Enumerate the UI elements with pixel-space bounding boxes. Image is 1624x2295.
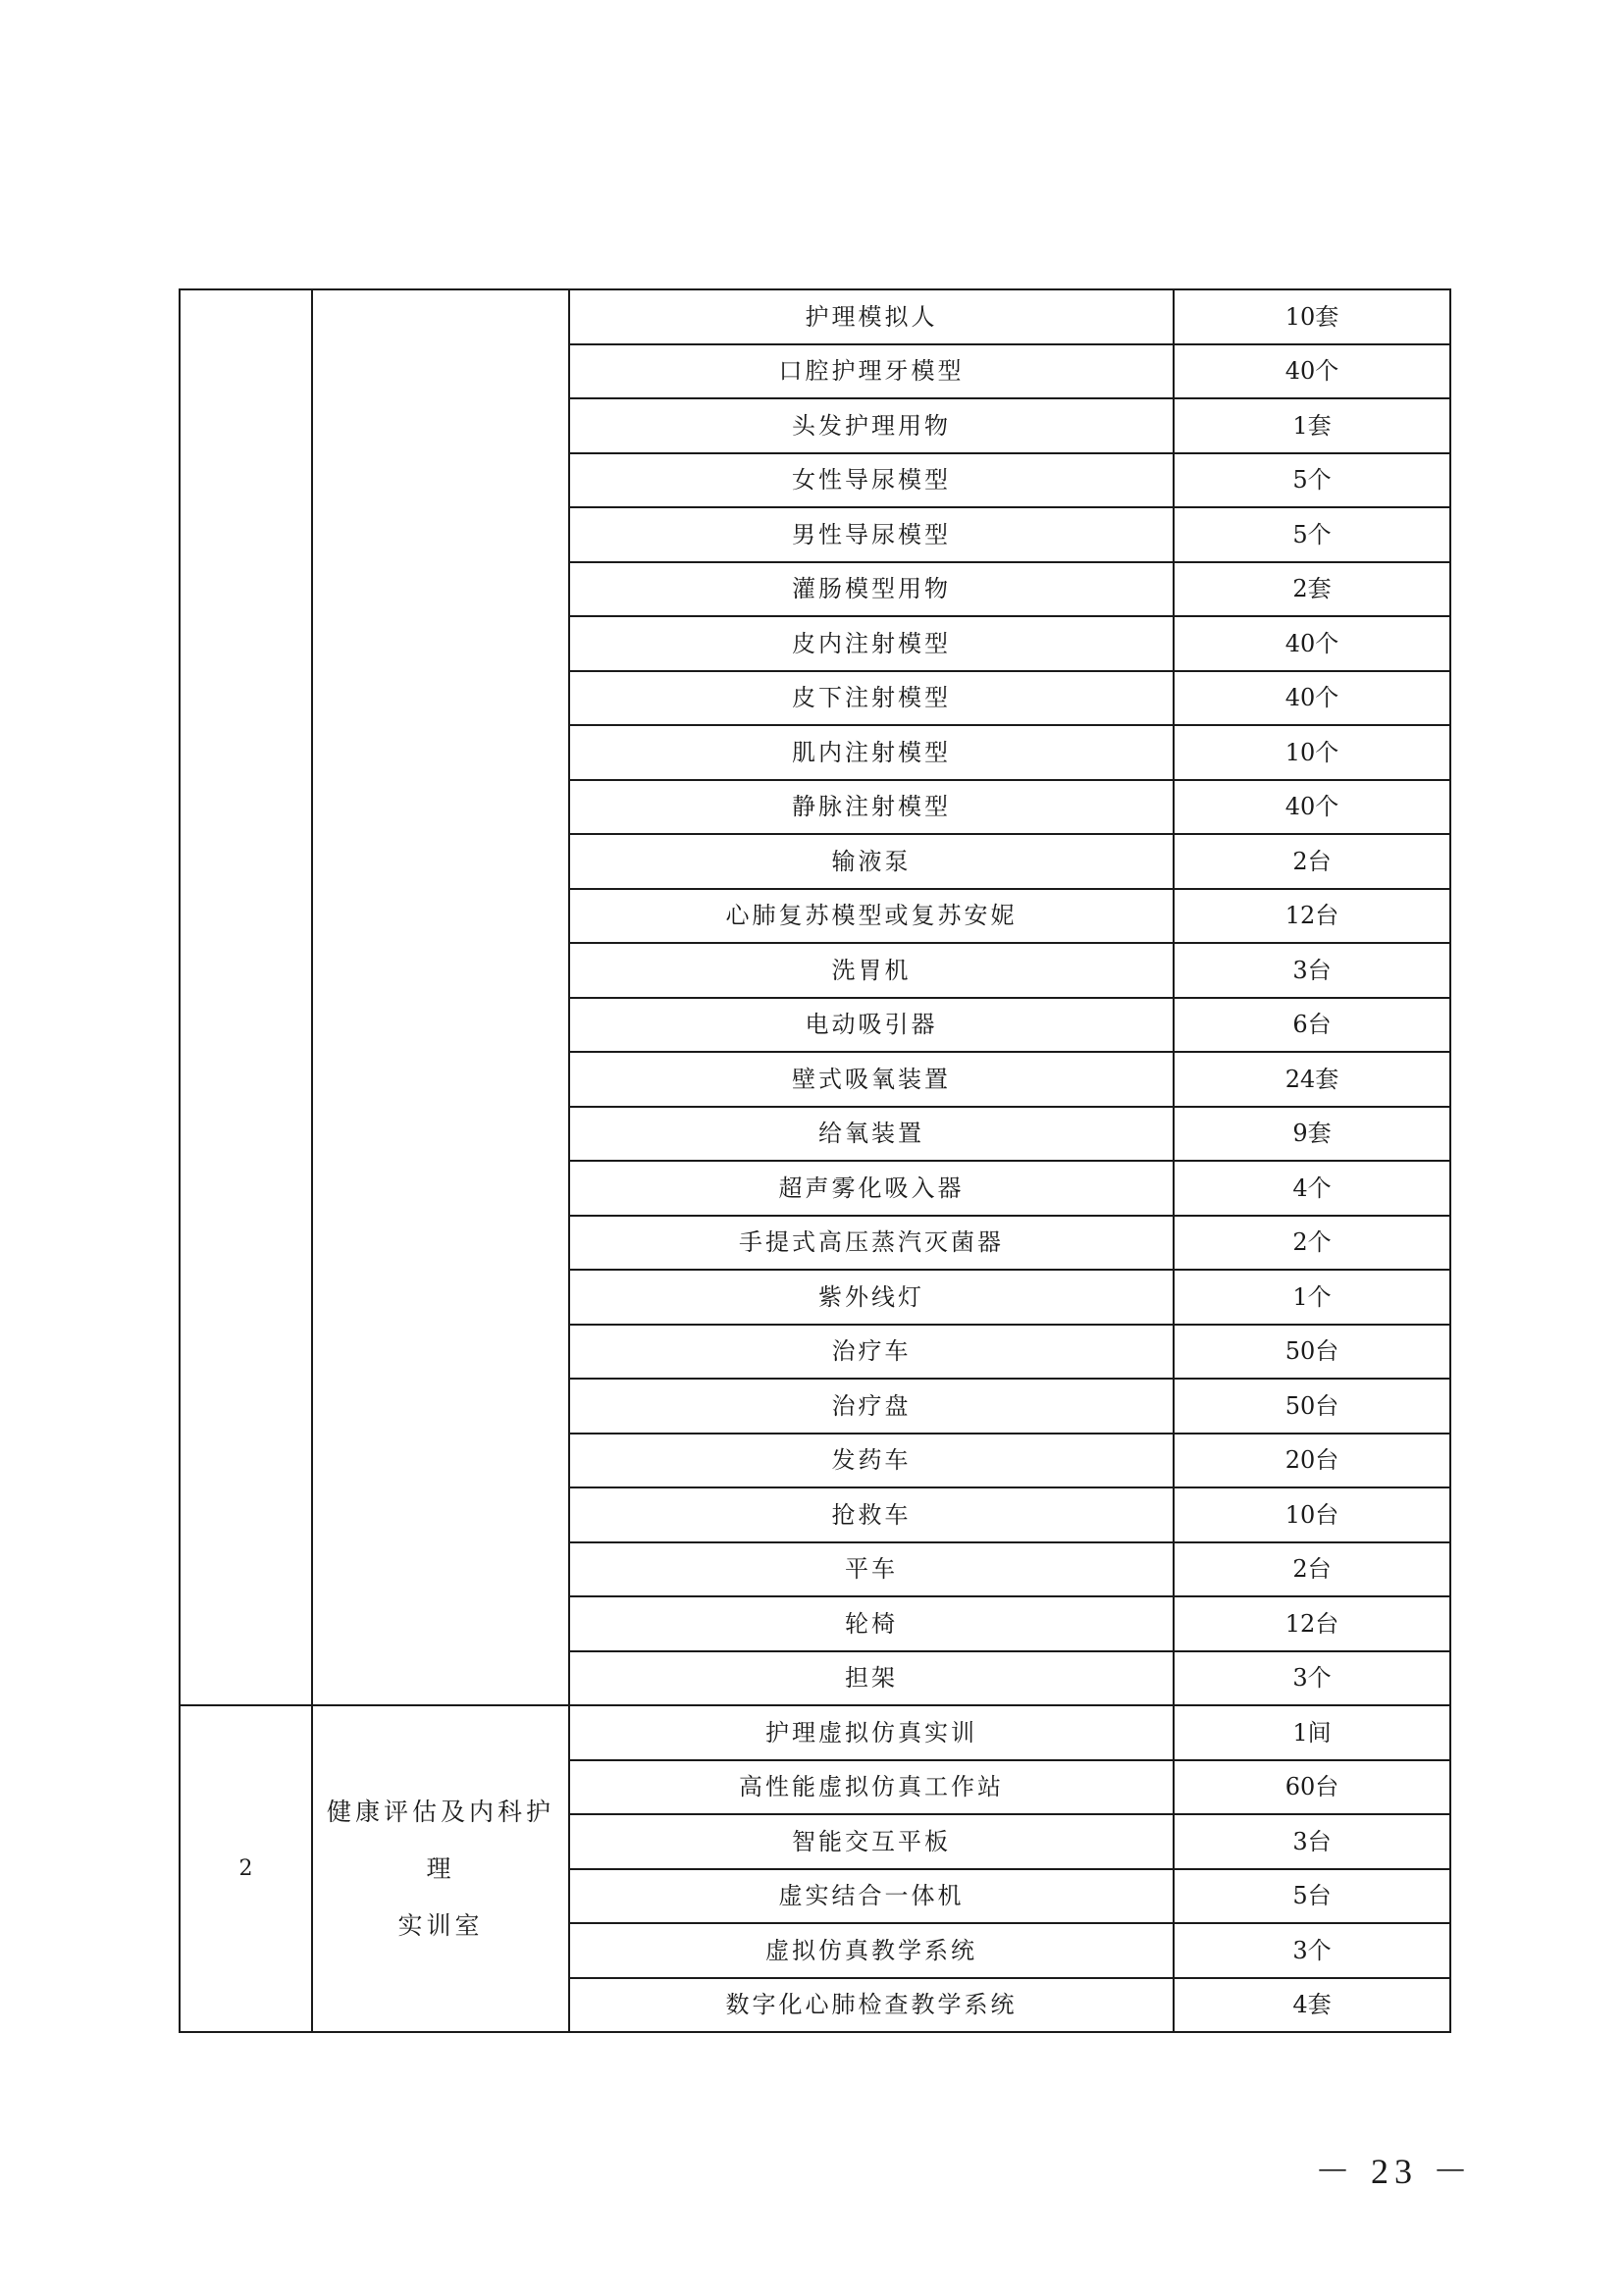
equipment-quantity-cell: 12台 — [1174, 889, 1450, 944]
equipment-name-cell: 皮下注射模型 — [569, 671, 1174, 726]
equipment-quantity-cell: 12台 — [1174, 1596, 1450, 1651]
equipment-quantity-cell: 10台 — [1174, 1487, 1450, 1542]
equipment-quantity-cell: 2台 — [1174, 1542, 1450, 1597]
equipment-quantity-cell: 9套 — [1174, 1107, 1450, 1162]
equipment-quantity-cell: 2台 — [1174, 834, 1450, 889]
equipment-quantity-cell: 4个 — [1174, 1161, 1450, 1216]
equipment-name-cell: 轮椅 — [569, 1596, 1174, 1651]
equipment-name-cell: 女性导尿模型 — [569, 453, 1174, 508]
equipment-name-cell: 输液泵 — [569, 834, 1174, 889]
group-number-cell: 2 — [180, 1705, 312, 2032]
equipment-quantity-cell: 1间 — [1174, 1705, 1450, 1760]
equipment-name-cell: 肌内注射模型 — [569, 725, 1174, 780]
training-room-cell — [312, 1705, 569, 2032]
equipment-name-cell: 数字化心肺检查教学系统 — [569, 1978, 1174, 2033]
equipment-quantity-cell: 20台 — [1174, 1434, 1450, 1488]
training-room-name-line: 实训室 — [397, 1910, 484, 1940]
equipment-quantity-cell: 3台 — [1174, 1814, 1450, 1869]
equipment-quantity-cell: 4套 — [1174, 1978, 1450, 2033]
equipment-quantity-cell: 3台 — [1174, 943, 1450, 998]
training-room-cell — [312, 289, 569, 1705]
equipment-name-cell: 心肺复苏模型或复苏安妮 — [569, 889, 1174, 944]
equipment-quantity-cell: 1个 — [1174, 1270, 1450, 1325]
equipment-quantity-cell: 5个 — [1174, 507, 1450, 562]
page-number: － 23 － — [1315, 2152, 1475, 2191]
equipment-name-cell: 担架 — [569, 1651, 1174, 1706]
equipment-name-cell: 手提式高压蒸汽灭菌器 — [569, 1216, 1174, 1271]
table-row — [180, 289, 1450, 344]
equipment-name-cell: 虚实结合一体机 — [569, 1869, 1174, 1924]
equipment-name-cell: 皮内注射模型 — [569, 616, 1174, 671]
equipment-name-cell: 超声雾化吸入器 — [569, 1161, 1174, 1216]
equipment-name-cell: 虚拟仿真教学系统 — [569, 1923, 1174, 1978]
equipment-quantity-cell: 40个 — [1174, 780, 1450, 835]
group-number-cell — [180, 289, 312, 1705]
equipment-name-cell: 口腔护理牙模型 — [569, 344, 1174, 399]
equipment-quantity-cell: 5台 — [1174, 1869, 1450, 1924]
equipment-name-cell: 高性能虚拟仿真工作站 — [569, 1760, 1174, 1815]
training-room-name-line: 健康评估及内科护理 — [326, 1797, 554, 1883]
equipment-quantity-cell: 10个 — [1174, 725, 1450, 780]
equipment-name-cell: 发药车 — [569, 1434, 1174, 1488]
equipment-name-cell: 平车 — [569, 1542, 1174, 1597]
equipment-name-cell: 治疗车 — [569, 1325, 1174, 1380]
equipment-name-cell: 抢救车 — [569, 1487, 1174, 1542]
equipment-name-cell: 紫外线灯 — [569, 1270, 1174, 1325]
equipment-quantity-cell: 3个 — [1174, 1923, 1450, 1978]
equipment-name-cell: 壁式吸氧装置 — [569, 1052, 1174, 1107]
equipment-quantity-cell: 6台 — [1174, 998, 1450, 1053]
equipment-quantity-cell: 5个 — [1174, 453, 1450, 508]
equipment-name-cell: 护理模拟人 — [569, 289, 1174, 344]
table-row — [180, 1705, 1450, 1760]
equipment-name-cell: 治疗盘 — [569, 1379, 1174, 1434]
equipment-name-cell: 电动吸引器 — [569, 998, 1174, 1053]
equipment-quantity-cell: 2个 — [1174, 1216, 1450, 1271]
equipment-quantity-cell: 10套 — [1174, 289, 1450, 344]
equipment-quantity-cell: 50台 — [1174, 1379, 1450, 1434]
equipment-name-cell: 洗胃机 — [569, 943, 1174, 998]
equipment-quantity-cell: 1套 — [1174, 398, 1450, 453]
equipment-quantity-cell: 3个 — [1174, 1651, 1450, 1706]
equipment-quantity-cell: 40个 — [1174, 616, 1450, 671]
equipment-quantity-cell: 50台 — [1174, 1325, 1450, 1380]
equipment-quantity-cell: 2套 — [1174, 562, 1450, 617]
equipment-name-cell: 头发护理用物 — [569, 398, 1174, 453]
equipment-name-cell: 灌肠模型用物 — [569, 562, 1174, 617]
equipment-name-cell: 护理虚拟仿真实训 — [569, 1705, 1174, 1760]
equipment-quantity-cell: 40个 — [1174, 344, 1450, 399]
equipment-name-cell: 男性导尿模型 — [569, 507, 1174, 562]
equipment-name-cell: 给氧装置 — [569, 1107, 1174, 1162]
equipment-name-cell: 智能交互平板 — [569, 1814, 1174, 1869]
equipment-table — [179, 288, 1451, 2033]
equipment-quantity-cell: 40个 — [1174, 671, 1450, 726]
equipment-quantity-cell: 24套 — [1174, 1052, 1450, 1107]
equipment-quantity-cell: 60台 — [1174, 1760, 1450, 1815]
equipment-table-body — [180, 289, 1450, 2032]
equipment-name-cell: 静脉注射模型 — [569, 780, 1174, 835]
